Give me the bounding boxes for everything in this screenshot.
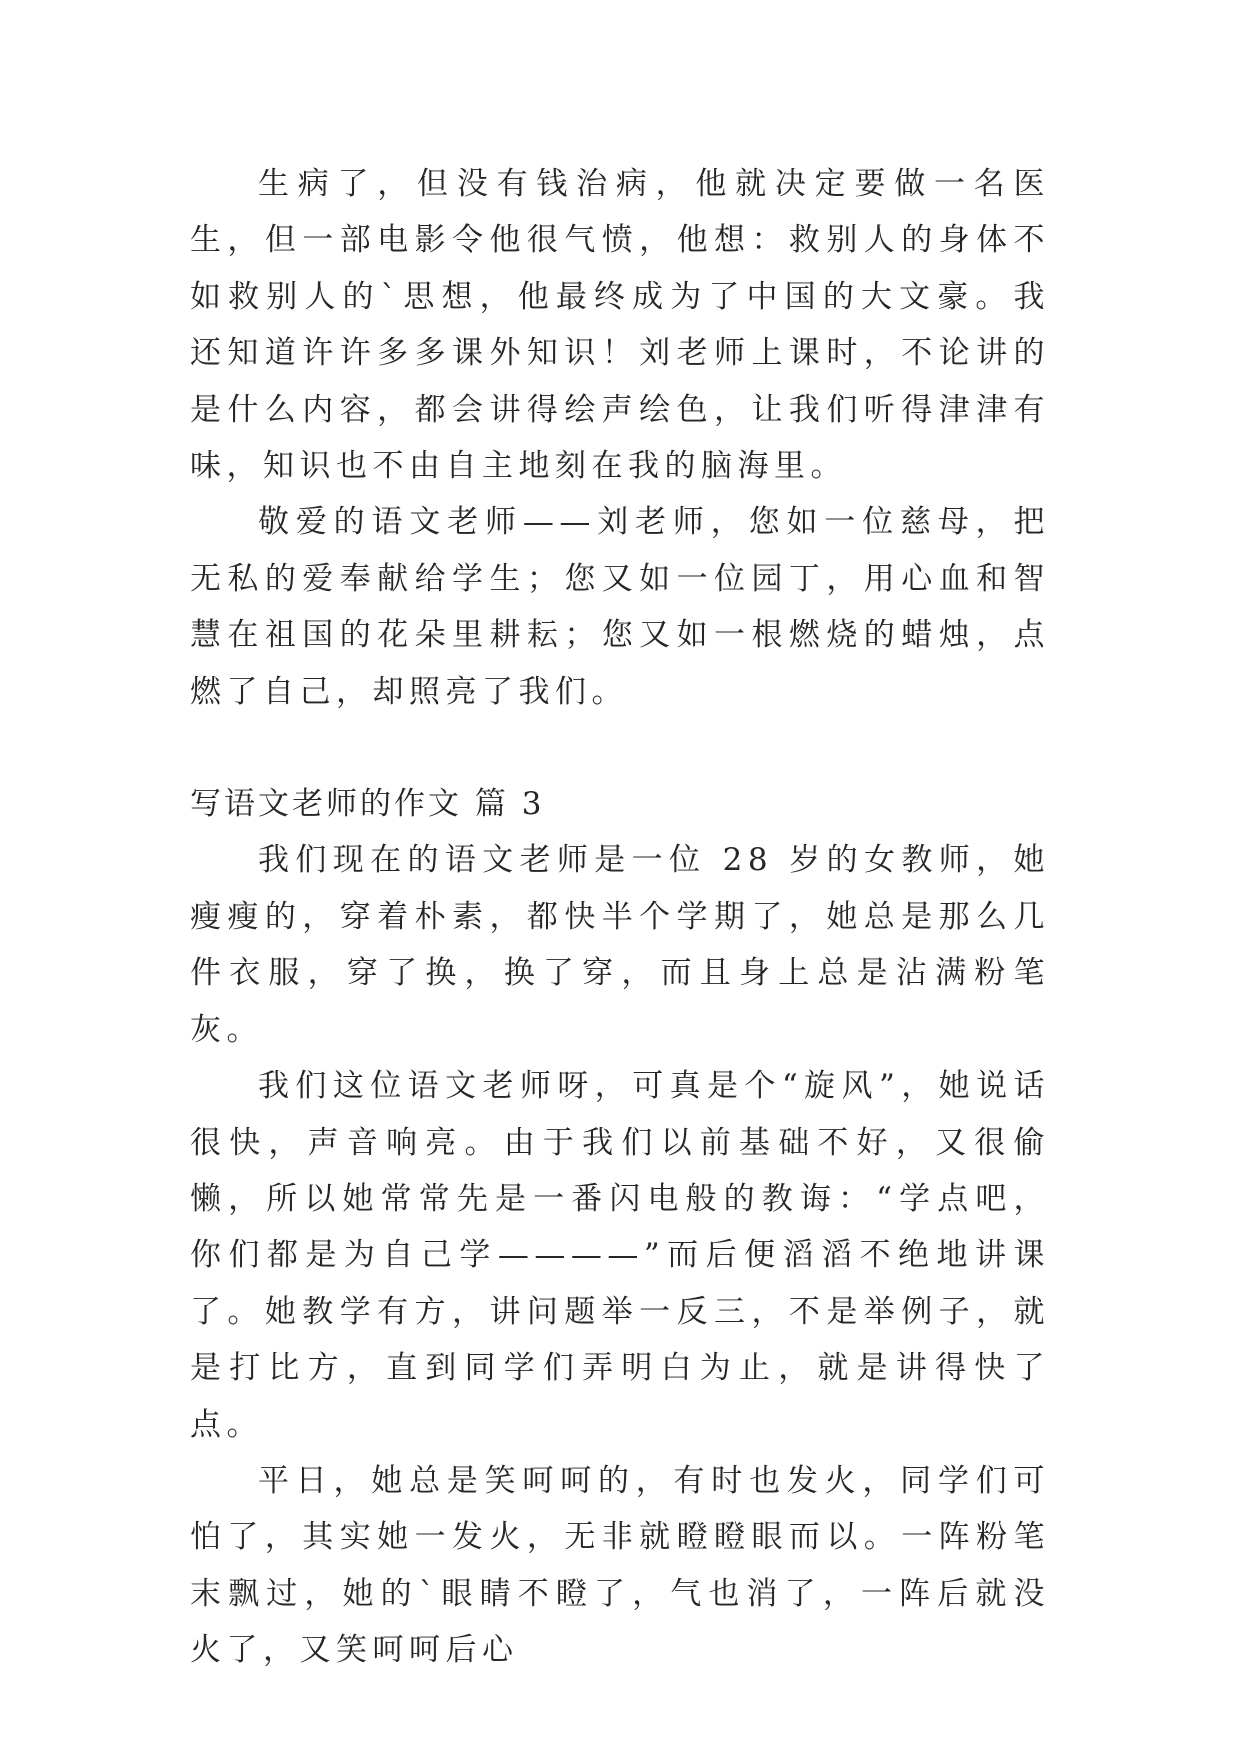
section-spacer xyxy=(190,720,1050,776)
document-body xyxy=(190,156,1050,1679)
paragraph-4: 我们这位语文老师呀，可真是个“旋风”，她说话很快，声音响亮。由于我们以前基础不好，又很偷懒，所以她常常先是一番闪电般的教诲：“学点吧，你们都是为自己学————”而后便滔滔不绝地讲课了。她教学有方，讲问题举一反三，不是举例子，就是打比方，直到同学们弄明白为止，就是讲得快了点。 xyxy=(190,1068,1050,1443)
paragraph-5: 平日，她总是笑呵呵的，有时也发火，同学们可怕了，其实她一发火，无非就瞪瞪眼而以。一阵粉笔末飘过，她的`眼睛不瞪了，气也消了，一阵后就没火了，又笑呵呵后心 xyxy=(190,1462,1050,1669)
paragraph-1: 生病了，但没有钱治病，他就决定要做一名医生，但一部电影令他很气愤，他想：救别人的身体不如救别人的`思想，他最终成为了中国的大文豪。我还知道许许多多课外知识！刘老师上课时，不论讲的是什么内容，都会讲得绘声绘色，让我们听得津津有味，知识也不由自主地刻在我的脑海里。 xyxy=(190,166,1050,485)
paragraph-2: 敬爱的语文老师——刘老师，您如一位慈母，把无私的爱奉献给学生；您又如一位园丁，用心血和智慧在祖国的花朵里耕耘；您又如一根燃烧的蜡烛，点燃了自己，却照亮了我们。 xyxy=(190,504,1050,710)
paragraph-3: 我们现在的语文老师是一位 28 岁的女教师，她瘦瘦的，穿着朴素，都快半个学期了，她总是那么几件衣服，穿了换，换了穿，而且身上总是沾满粉笔灰。 xyxy=(190,842,1050,1048)
section-heading: 写语文老师的作文 篇 3 xyxy=(190,786,545,823)
